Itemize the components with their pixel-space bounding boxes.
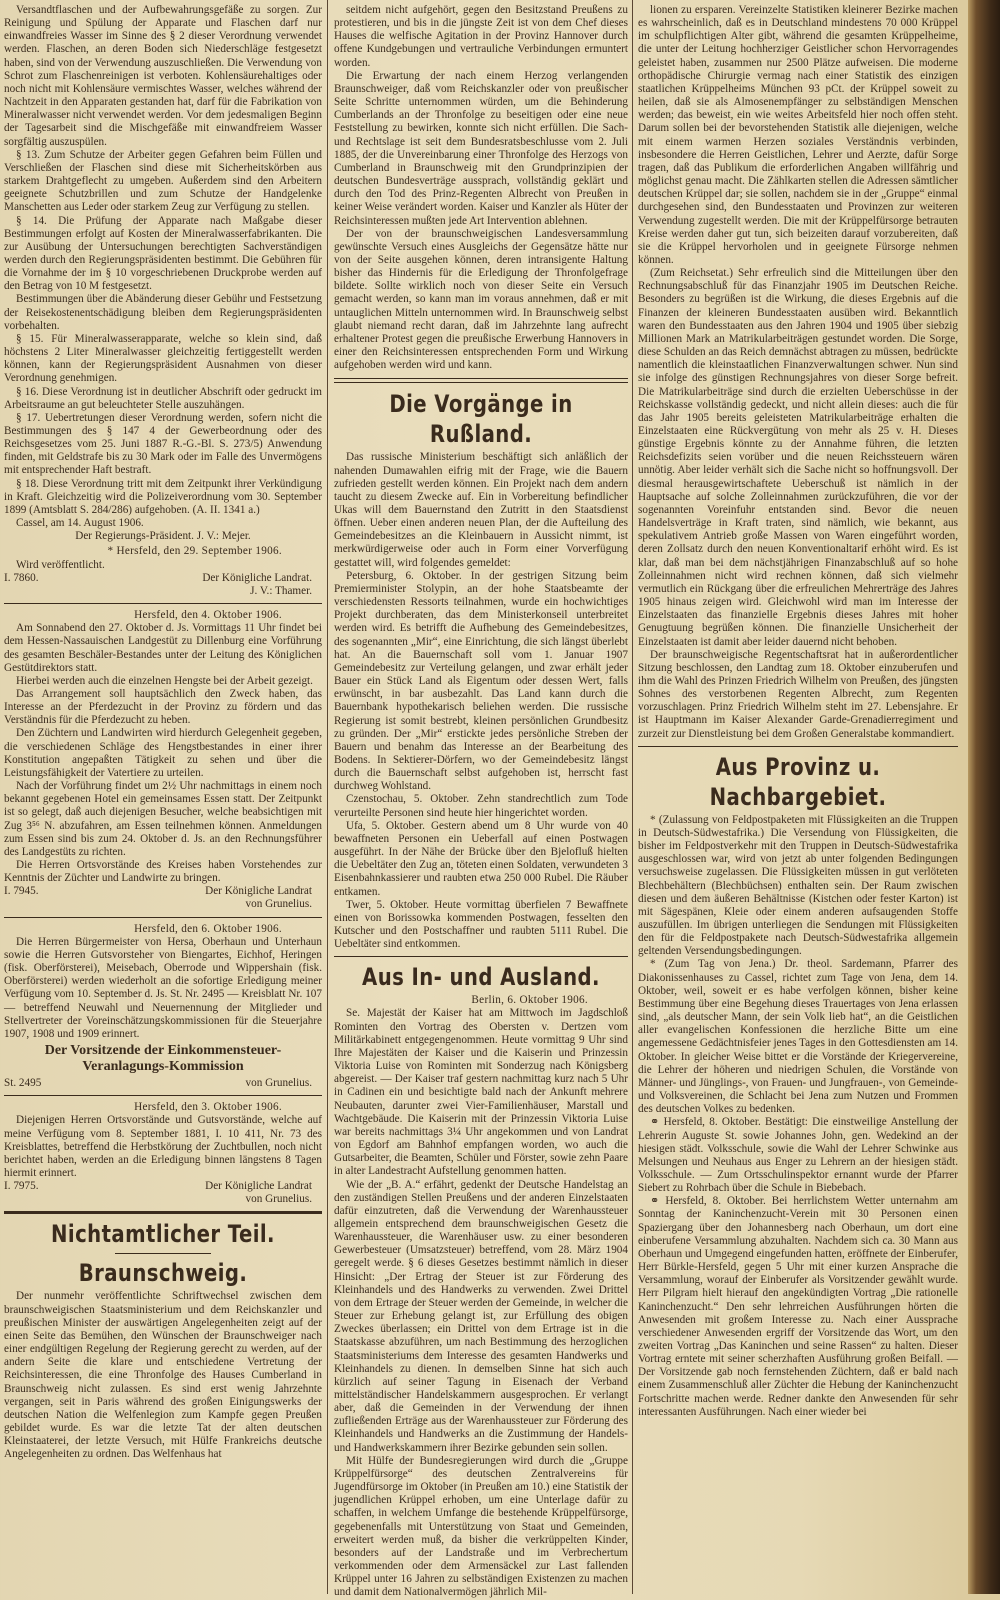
dateline: Hersfeld, den 6. Oktober 1906. (134, 922, 282, 935)
page-edge-shadow (968, 0, 1000, 1594)
section-heading: Nichtamtlicher Teil. (51, 1220, 275, 1249)
dateline: Berlin, 6. Oktober 1906. (471, 994, 588, 1007)
signature: Der Königliche Landrat (205, 1180, 312, 1193)
article-paragraph: Se. Majestät der Kaiser hat am Mittwoch im Jagdschloß Rominten den Vortrag des Obersten v. Dertzen vom Militärkabinett entgegengenommen. Heute vormittag 9 Uhr sind Ihre Majestäten der Kaiser und die Kaiserin und Prinzessin Viktoria Luise von Rominten mit Sonderzug nach Königsberg abgereist. — Der Kaiser traf gestern nachmittag kurz nach 5 Uhr in Cadinen ein und besichtigte bald nach der Ankunft mehrere Neubauten, darunter zwei Vier-Familienhäuser, Marstall und Wachtgebäude. Die Kaiserin mit der Prinzessin Viktoria Luise war bereits nachmittags 3¼ Uhr angekommen und von Landrat von Egdorf am Bahnhof empfangen worden, wo auch die Gutsarbeiter, die Beamten, Schüler und Förster, sowie zehn Paare in alter Landestracht Aufstellung genommen hatten. (334, 1007, 628, 1178)
rule-divider (638, 746, 958, 747)
article-paragraph: Ufa, 5. Oktober. Gestern abend um 8 Uhr wurde von 40 bewaffneten Personen ein Ueberfall auf einen Postwagen ausgeführt. In der Nähe der Brücke über den Bjelofluß hielten die Uebeltäter den Zug an, töteten einen Soldaten, verwundeten 3 Eisenbahnkassierer und raubten etwa 250 000 Rubel. Die Räuber entkamen. (334, 819, 628, 898)
column-divider (327, 0, 328, 1594)
signature: von Grunelius. (245, 1077, 312, 1090)
article-paragraph: Das russische Ministerium beschäftigt sich anläßlich der nahenden Dumawahlen eifrig mit der Frage, wie die Bauern zufrieden gestellt werden können. Ein Projekt nach dem andern taucht zu diesem Zwecke auf. Ein in Vorbereitung befindlicher Ukas will dem Bauernstand den Zutritt in den Staatsdienst öffnen. Ueber einen anderen neuen Plan, der die Aufteilung des Gemeindebesitzes an die Kleinbauern in Aussicht nimmt, ist merkwürdigerweise oder auch in Form einer Vorverfügung gestattet will, wird folgendes gemeldet: (334, 451, 628, 569)
reference-signature-line (4, 572, 322, 585)
article-paragraph: Der braunschweigische Regentschaftsrat hat in außerordentlicher Sitzung beschlossen, den Landtag zum 18. Oktober einzuberufen und ihm die Wahl des Prinzen Friedrich Wilhelm von Preußen, des jüngsten Sohnes des verstorbenen Regenten Albrecht, zum Regenten vorzuschlagen. Prinz Friedrich Wilhelm steht im 27. Lebensjahre. Er ist Hauptmann im Kaiser Alexander Garde-Grenadierregiment und zurzeit zur Dienstleistung bei dem Großen Generalstabe kommandiert. (638, 648, 958, 740)
article-paragraph: Am Sonnabend den 27. Oktober d. Js. Vormittags 11 Uhr findet bei dem Hessen-Nassauischen Landgestüt zu Dillenburg eine Vorführung des gesamten Beschäler-Bestandes unter der Leitung des Königlichen Gestütdirektors statt. (4, 622, 322, 674)
article-paragraph: seitdem nicht aufgehört, gegen den Besitzstand Preußens zu protestieren, und bis in die jüngste Zeit ist von dem Chef dieses Hauses die welfische Agitation in der Provinz Hannover durch offene Kundgebungen und vertrauliche Verbindungen ermuntert worden. (334, 4, 628, 69)
article-paragraph: ⚭ Hersfeld, 8. Oktober. Bei herrlichstem Wetter unternahm am Sonntag der Kaninchenzucht-Verein mit 30 Personen einen Spaziergang über den Johannesberg nach Oberhaun, um dort eine einberufene Versammlung abzuhalten. Nachdem sich ca. 30 Mann aus Oberhaun und Umgegend eingefunden hatten, eröffnete der Einberufer, Herr Bürkle-Hersfeld, gegen 5 Uhr mit einer kurzen Ansprache die Versammlung, worauf der Einberufer als Vorsitzender gewählt wurde. Herr Pilgram hielt hierauf den angekündigten Vortrag „Die rationelle Kaninchenzucht.“ Den sehr lehrreichen Ausführungen hörten die Anwesenden mit großem Interesse zu. Nach einer Aussprache verschiedener Anwesenden ergriff der Vorsitzende das Wort, um den zweiten Vortrag „Das Kaninchen und seine Rassen“ zu halten. Dieser Vortrag erntete mit seiner scherzhaften Ausführung großen Beifall. — Der Vorsitzende gab noch fernstehenden Züchtern, daß er bald nach einem Zusammenschluß aller Züchter die Hebung der Kaninchenzucht Fortschritte machen werde. Redner dankte den Anwesenden für sehr interessanten Ausführungen. Nach einer wieder bei (638, 1195, 958, 1418)
signature: Der Regierungs-Präsident. J. V.: Mejer. (75, 530, 251, 543)
rule-divider (115, 1253, 210, 1254)
reference-number: I. 7860. (4, 571, 39, 584)
article-paragraph: § 13. Zum Schutze der Arbeiter gegen Gefahren beim Füllen und Verschließen der Flaschen sind diese mit Sicherheitskörben aus starkem Drahtgeflecht zu umgeben. Außerdem sind den Arbeitern geeignete Schutzbrillen und zum Schutze der Handgelenke Manschetten aus Leder oder starkem Zeug zur Verfügung zu stellen. (4, 148, 322, 214)
article-paragraph: Nach der Vorführung findet um 2½ Uhr nachmittags in einem noch bekannt gegebenen Hotel ein gemeinsames Essen statt. Der Zeitpunkt ist so gelegt, daß auch diejenigen Besucher, welche beabsichtigen mit Zug 3⁵⁶ N. abzufahren, am Essen teilnehmen können. Anmeldungen zum Essen sind bis zum 24. Oktober d. Js. an den Rechnungsführer des Landgestüts zu richten. (4, 780, 322, 858)
article-paragraph: Versandtflaschen und der Aufbewahrungsgefäße zu sorgen. Zur Reinigung und Spülung der Apparate und Flaschen darf nur einwandfreies Wasser im Sinne des § 2 dieser Verordnung verwendet werden. Flaschen, an deren Boden sich Niederschläge festgesetzt haben, sind von der Verwendung auszuschließen. Die Verwendung von Schrot zum Flaschenreinigen ist verboten. Kohlensäurehaltiges oder noch nicht mit Kohlensäure vermischtes Wasser, welches während der Nachtzeit in den Apparaten gestanden hat, darf für die Fabrikation von Mineralwasser nicht verwendet werden. Vor dem jedesmaligen Beginn der Tagesarbeit sind die Mischgefäße mit einwandfreiem Wasser sorgfältig auszuspülen. (4, 4, 322, 148)
column-1 (4, 4, 322, 1592)
article-paragraph: § 16. Diese Verordnung ist in deutlicher Abschrift oder gedruckt im Arbeitsraume an gut beleuchteter Stelle auszuhängen. (4, 385, 322, 411)
article-paragraph: Hierbei werden auch die einzelnen Hengste bei der Arbeit gezeigt. (16, 674, 313, 687)
article-paragraph: Twer, 5. Oktober. Heute vormittag überfielen 7 Bewaffnete einen von Borissowka kommenden Postwagen, fesselten den Kutscher und den Postschaffner und raubten 5111 Rubel. Die Uebeltäter sind entkommen. (334, 898, 628, 951)
rule-divider (4, 1095, 322, 1096)
article-paragraph: * (Zum Tag von Jena.) Dr. theol. Sardemann, Pfarrer des Diakonissenhauses zu Cassel, richtet zum Tage von Jena, dem 14. Oktober, weil, soweit er es habe verfolgen können, bisher keine Bestimmung über eine Begehung dieses Trauertages von Jena erlassen sind, „als deutscher Mann, der sein Volk lieb hat“, an die Geistlichen aller evangelischen Konfessionen die herzliche Bitte um eine angemessene Gedächtnisfeier jenes Tages in den Gottesdiensten am 14. Oktober. In gleicher Weise bittet er die Vorstände der Kriegervereine, die Lehrer der höheren und niedrigen Schulen, die Vorstände von Männer- und Jünglings-, von Frauen- und Jungfrauen-, von Gemeinde- und Volksvereinen, die Schlacht bei Jena zum Nutzen und Frommen des deutschen Volkes zu bedenken. (638, 958, 958, 1116)
rule-divider (4, 917, 322, 918)
article-paragraph: ⚭ Hersfeld, 8. Oktober. Bestätigt: Die einstweilige Anstellung der Lehrerin Auguste St. sowie Johannes John, gen. Wedekind an der hiesigen städt. Volksschule, sowie die Wahl der Lehrer Schwinke aus Melsungen und Neuhaus aus Enger zu Lehrern an der hiesigen städt. Volksschule. — Zum Ortsschulinspektor ernannt wurde der Pfarrer Siebert zu Rohrbach über die Schule in Biebebach. (638, 1116, 958, 1195)
section-heading: Aus Provinz u. Nachbargebiet. (709, 752, 887, 811)
article-paragraph: Den Züchtern und Landwirten wird hierdurch Gelegenheit gegeben, die verschiedenen Schläge des Hengstbestandes in einer ihrer Konstitution angepaßten Tätigkeit zu sehen und über die Leistungsfähigkeit der Vatertiere zu urteilen. (4, 727, 322, 779)
dateline: Hersfeld, den 4. Oktober 1906. (134, 609, 282, 622)
reference-number: I. 7975. (4, 1180, 39, 1193)
article-paragraph: § 14. Die Prüfung der Apparate nach Maßgabe dieser Bestimmungen erfolgt auf Kosten der Mineralwasserfabrikanten. Die zur Ausübung der Untersuchungen berechtigten Sachverständigen werden durch den Regierungspräsidenten bestimmt. Die Gebühren für die Vornahme der im § 10 vorgeschriebenen Druckprobe werden auf den Betrag von 10 M festgesetzt. (4, 214, 322, 293)
rule-divider (4, 1211, 322, 1214)
article-paragraph: § 18. Diese Verordnung tritt mit dem Zeitpunkt ihrer Verkündigung in Kraft. Gleichzeitig wird die Polizeiverordnung vom 30. September 1899 (Amtsblatt S. 284/286) aufgehoben. (A. II. 1341 a.) (4, 477, 322, 516)
article-paragraph: § 15. Für Mineralwasserapparate, welche so klein sind, daß höchstens 2 Liter Mineralwasser gleichzeitig fertiggestellt werden können, kann der Regierungspräsident Ausnahmen von dieser Verordnung genehmigen. (4, 332, 322, 385)
reference-number: St. 2495 (4, 1077, 42, 1090)
article-paragraph: Mit Hülfe der Bundesregierungen wird durch die „Gruppe Krüppelfürsorge“ des deutschen Zentralvereins für Jugendfürsorge im Oktober (in Preußen am 10.) eine Statistik der jugendlichen Krüppel erhoben, um eine Unterlage dafür zu schaffen, in welchem Umfange die bestehende Krüppelfürsorge, gegebenenfalls mit Unterstützung von Staat und Gemeinden, erweitert werden muß, da bisher die verkrüppelten Kinder, besonders auf der Landstraße und im Verbrechertum verkommenden oder dem Armensäckel zur Last fallenden Krüppel unter 16 Jahren zu selbständigen Existenzen zu machen und damit dem Nationalvermögen jährlich Mil- (334, 1454, 628, 1599)
signature: J. V.: Thamer. (250, 584, 312, 597)
article-paragraph: Der nunmehr veröffentlichte Schriftwechsel zwischen dem braunschweigischen Staatsministerium und dem Reichskanzler und preußischen Minister der auswärtigen Angelegenheiten zeigt auf der einen Seite das Bemühen, den Wünschen der Braunschweiger nach einer endgültigen Regelung der Regierung gerecht zu werden, auf der andern Seite die klare und entschiedene Vertretung der Reichsinteressen, die eine Thronfolge des Hauses Cumberland in Braunschweig nicht zulassen. Es sind erst wenig Jahrzehnte vergangen, seit in Paris während des großen Einigungswerks der deutschen Nation die Welfenlegion zum Kampfe gegen Preußen gebildet wurde. Es war die letzte Tat der alten deutschen Kleinstaaterei, der letzte Versuch, mit Hülfe Frankreichs deutsche Angelegenheiten zu ordnen. Das Welfenhaus hat (4, 1290, 322, 1461)
signature: Der Königliche Landrat (205, 885, 312, 898)
signature: von Grunelius. (245, 898, 312, 911)
article-paragraph: Diejenigen Herren Ortsvorstände und Gutsvorstände, welche auf meine Verfügung vom 8. September 1881, I. 10 411, Nr. 73 des Kreisblattes, betreffend die Herbstkörung der Zuchtbullen, noch nicht berichtet haben, werden an die Erledigung binnen längstens 8 Tagen hiermit erinnert. (4, 1114, 322, 1179)
article-paragraph: Bestimmungen über die Abänderung dieser Gebühr und Festsetzung der Reisekostenentschädigung bleiben dem Regierungspräsidenten vorbehalten. (4, 293, 322, 332)
article-paragraph: Die Erwartung der nach einem Herzog verlangenden Braunschweiger, daß vom Reichskanzler oder von preußischer Seite Schritte unternommen würden, um die Behinderung Cumberlands an der Thronfolge zu beseitigen oder eine neue Feststellung zu bewirken, konnte sich nicht erfüllen. Die Sach- und Rechtslage ist seit dem Bundesratsbeschlusse vom 2. Juli 1885, der die Unvereinbarung einer Thronfolge des Herzogs von Cumberland in Braunschweig mit den Grundprinzipien der deutschen Bundesverträge aussprach, vollständig geklärt und durch den Tod des Prinz-Regenten Albrecht von Preußen in keiner Weise verändert worden. Kaiser und Kanzler als Hüter der Reichsinteressen mußten jede Art Intervention ablehnen. (334, 69, 628, 227)
article-paragraph: Wie der „B. A.“ erfährt, gedenkt der Deutsche Handelstag an den zuständigen Stellen Preußens und der anderen Einzelstaaten dafür einzutreten, daß die Verwendung der Warenhaussteuer allgemein entsprechend dem braunschweigischen Gesetz die Warenhaussteuer, die Warenhäuser usw. zu einer besonderen Gewerbesteuer (Umsatzsteuer) betreffend, vom 28. März 1904 geregelt werde. § 6 dieses Gesetzes bestimmt nämlich in dieser Hinsicht: „Der Ertrag der Steuer ist zur Förderung des Kleinhandels und des Handwerks zu verwenden. Zwei Drittel von dem Ertrage der Steuer werden der Gemeinde, in welcher die Steuer zur Erhebung gelangt ist, zur Erfüllung des obigen Zweckes überlassen; ein Drittel von dem Ertrage ist in die Staatskasse abzuführen, um nach Bestimmung des herzoglichen Staatsministeriums dem Interesse des gesamten Handwerks und Kleinhandels zu dienen. In demselben Sinne hat sich auch kürzlich auf seiner Tagung in Eisenach der Verband mittelständischer Handelskammern ausgesprochen. Er verlangt aber, daß die Gemeinden in der Verwendung der ihnen zufließenden Erträge aus der Warenhaussteuer zur Förderung des Kleinhandels und Handwerks an die Zustimmung der Handels- und Handwerkskammern ihrer Bezirke gebunden sein sollen. (334, 1178, 628, 1454)
article-paragraph: Der von der braunschweigischen Landesversammlung gewünschte Versuch eines Ausgleichs der Gegensätze hätte nur von der Seite ausgehen können, deren intransigente Haltung bisher das Hindernis für die Erledigung der Thronfolgefrage bildete. Sollte wirklich noch von dieser Seite ein Versuch gemacht werden, so kann man im voraus annehmen, daß er mit untauglichen Mitteln unternommen wird. In Braunschweig selbst glaubt niemand recht daran, daß im Jahrzehnte lang aufrecht erhaltener Protest gegen die preußische Erwerbung Hannovers in einer den Reichsinteressen entsprechenden Form und Wirkung aufgehoben werden wird und kann. (334, 227, 628, 372)
article-paragraph: Wird veröffentlicht. (16, 558, 105, 571)
rule-divider (4, 603, 322, 604)
article-paragraph: Petersburg, 6. Oktober. In der gestrigen Sitzung beim Premierminister Stolypin, an der hohe Staatsbeamte der verschiedensten Ressorts teilnahmen, wurde ein hochwichtiges Projekt durchberaten, das dem Ministerkonseil unterbreitet werden wird. Es betrifft die Aufhebung des Gemeindebesitzes, des sogenannten „Mir“, eine Einrichtung, die sich längst überlebt hat. An die Bauernschaft soll vom 1. Januar 1907 Gemeindebesitz zur Verteilung gelangen, und zwar erhält jeder Bauer ein Stück Land als Eigentum oder dessen Wert, falls erwünscht, in bar ausbezahlt. Das Land kann durch die Bauernbank hypothekarisch beliehen werden. Die russische Regierung ist somit bestrebt, kleinen persönlichen Grundbesitz zu gründen. Der „Mir“ erstickte jedes persönliche Streben der Bauern und benahm das Interesse an der Bearbeitung des Bodens. In Sektierer-Dörfern, wo der Gemeindebesitz längst durch die Bauernschaft selbst aufgehoben ist, herrscht fast durchweg Wohlstand. (334, 569, 628, 793)
article-paragraph: Die Herren Bürgermeister von Hersa, Oberhaun und Unterhaun sowie die Herren Gutsvorsteher von Biengartes, Eichhof, Heringen (fisk. Oberförsterei), Meisebach, Oberrode und Wippershain (fisk. Oberförsterei) werden wiederholt an die sofortige Erledigung meiner Verfügung vom 10. September d. Js. St. Nr. 2495 — Kreisblatt Nr. 107 — betreffend Neuwahl und Neuernennung der Mitglieder und Stellvertreter der Voreinschätzungskommissionen für die Steuerjahre 1907, 1908 und 1909 erinnert. (4, 935, 322, 1040)
article-paragraph: Cassel, am 14. August 1906. (16, 517, 144, 530)
article-paragraph: (Zum Reichsetat.) Sehr erfreulich sind die Mitteilungen über den Rechnungsabschluß für das Finanzjahr 1905 im Deutschen Reiche. Besonders zu begrüßen ist die Wirkung, die dieses Ergebnis auf die Finanzen der kleineren Bundesstaaten ausüben wird. Bekanntlich waren den Bundesstaaten aus den Jahren 1904 und 1905 über siebzig Millionen Mark an Matrikularbeiträgen gestundet worden. Die Sorge, diese Schulden an das Reich demnächst abtragen zu müssen, bedrückte namentlich die kleinstaatlichen Finanzverwaltungen schwer. Nun sind sie infolge des günstigen Rechnungsjahres von dieser Sorge befreit. Die Matrikularbeiträge sind durch die erzielten Ueberschüsse in der Reichskasse vollständig gedeckt, und nicht allein dieses: auch die für das Jahr 1905 bereits geleisteten Matrikularbeiträge erhalten die Einzelstaaten eine Rückvergütung von mehr als 25 v. H. Dieses günstige Ergebnis könnte zu der Annahme führen, die letzten Reichsdefizits seien vorüber und die neuen Reichssteuern wären unnötig. Aber leider verhält sich die Sache nicht so hoffnungsvoll. Der diesmal herausgewirtschaftete Ueberschuß ist nämlich in der Hauptsache auf solche Zolleinnahmen zurückzuführen, die vor der sogenannten Voreinfuhr entstanden sind. Bevor die neuen Handelsverträge in Kraft traten, sind nämlich, wie bekannt, aus spekulativem Antrieb große Massen von Waren eingeführt worden, deren Zollsatz durch den neuen Konventionaltarif erhöht wird. Es ist klar, daß man bei dem nächstjährigen Finanzabschluß auf so hohe Zolleinnahmen nicht wird rechnen können, daß sich vielmehr vermutlich ein Rückgang über die erfreulichen Mehrerträge des Jahres 1905 hinaus zeigen wird. Gleichwohl wird man im Interesse der Einzelstaaten das finanzielle Ergebnis dieses Jahres mit hoher Genugtuung begrüßen können. Die finanzielle Unsicherheit der Einzelstaaten ist damit aber leider dauernd nicht behoben. (638, 267, 958, 648)
reference-number: I. 7945. (4, 885, 39, 898)
reference-signature-line (4, 1180, 322, 1193)
column-divider (632, 0, 633, 1594)
column-3 (638, 4, 958, 1592)
section-heading: Die Vorgänge in Rußland. (389, 390, 573, 449)
notice-heading: Der Vorsitzende der Einkommensteuer-Veranlagungs-Kommission (44, 1043, 282, 1075)
section-heading: Aus In- und Ausland. (362, 963, 600, 992)
section-heading: Braunschweig. (78, 1259, 248, 1288)
article-paragraph: § 17. Uebertretungen dieser Verordnung werden, sofern nicht die Bestimmungen des § 147 4 der Gewerbeordnung oder des Reichsgesetzes vom 25. Juni 1887 R.-G.-Bl. S. 273/5) Anwendung finden, mit Geldstrafe bis zu 30 Mark oder im Falle des Unvermögens mit entsprechender Haft bestraft. (4, 411, 322, 477)
reference-signature-line (4, 885, 322, 898)
dateline: * Hersfeld, den 29. September 1906. (107, 545, 282, 558)
dateline: Hersfeld, den 3. Oktober 1906. (134, 1101, 282, 1114)
rule-divider (334, 378, 628, 383)
column-2 (334, 4, 628, 1599)
article-paragraph: Das Arrangement soll hauptsächlich den Zweck haben, das Interesse an der Pferdezucht in der Provinz zu fördern und das Verständnis für die Pferdezucht zu heben. (4, 687, 322, 727)
rule-divider (334, 956, 628, 957)
article-paragraph: Die Herren Ortsvorstände des Kreises haben Vorstehendes zur Kenntnis der Züchter und Landwirte zu bringen. (4, 859, 322, 885)
article-paragraph: Czenstochau, 5. Oktober. Zehn standrechtlich zum Tode verurteilte Personen sind heute hier hingerichtet worden. (334, 793, 628, 819)
signature: von Grunelius. (245, 1193, 312, 1206)
signature: Der Königliche Landrat. (202, 571, 312, 584)
article-paragraph: * (Zulassung von Feldpostpaketen mit Flüssigkeiten an die Truppen in Deutsch-Südwestafrika.) Die Versendung von Flüssigkeiten, die bisher im Feldpostverkehr mit den Truppen in Deutsch-Südwestafrika ausgeschlossen war, wird von jetzt ab unter folgenden Bedingungen versuchsweise zugelassen. Die Flüssigkeiten müssen in gut verlöteten Blechbehältern (Blechbüchsen) enthalten sein. Der Raum zwischen diesen und dem äußeren Behältnisse (Kistchen oder fester Karton) ist mit Sägespänen, Kleie oder einem anderen aufsaugenden Stoffe auszufüllen. Im übrigen unterliegen die Sendungen mit Flüssigkeiten den für die Feldpostpakete nach Deutsch-Südwestafrika allgemein geltenden Versendungsbedingungen. (638, 813, 958, 958)
article-paragraph: lionen zu ersparen. Vereinzelte Statistiken kleinerer Bezirke machen es wahrscheinlich, daß es in Deutschland mindestens 70 000 Krüppel im schulpflichtigen Alter gibt, während die gesamten Krüppelheime, die unter der Leitung hochherziger Geistlicher schon Hervorragendes geleistet haben, zusammen nur 2500 Plätze aufweisen. Die moderne orthopädische Chirurgie vermag nach einer Statistik des einzigen staatlichen Krüppelheims München 93 pCt. der Krüppel soweit zu heilen, daß sie als Almosenempfänger zu selbständigen Menschen werden; das beweist, ein wie weites Arbeitsfeld hier noch offen steht. Darum sollen bei der bevorstehenden Statistik alle diejenigen, welche mit einem warmen Herzen soziales Verständnis verbinden, insbesondere die Herren Geistlichen, Lehrer und Aerzte, dafür Sorge tragen, daß das Publikum die erforderlichen Angaben willfährig und möglichst genau macht. Die Zählkarten stellen die Adressen sämtlicher deutschen Krüppel dar; sie sollen, nachdem sie in der „Gruppe“ einmal durchgesehen sind, den Bundesstaaten und Provinzen zur weiteren Verwendung zugestellt werden. Die mit der Krüppelfürsorge betrauten Kreise werden daher gut tun, sich beizeiten darauf vorzubereiten, daß sie die Krüppel hervorholen und in geeignete Fürsorge nehmen können. (638, 4, 958, 266)
reference-signature-line (4, 1077, 322, 1090)
